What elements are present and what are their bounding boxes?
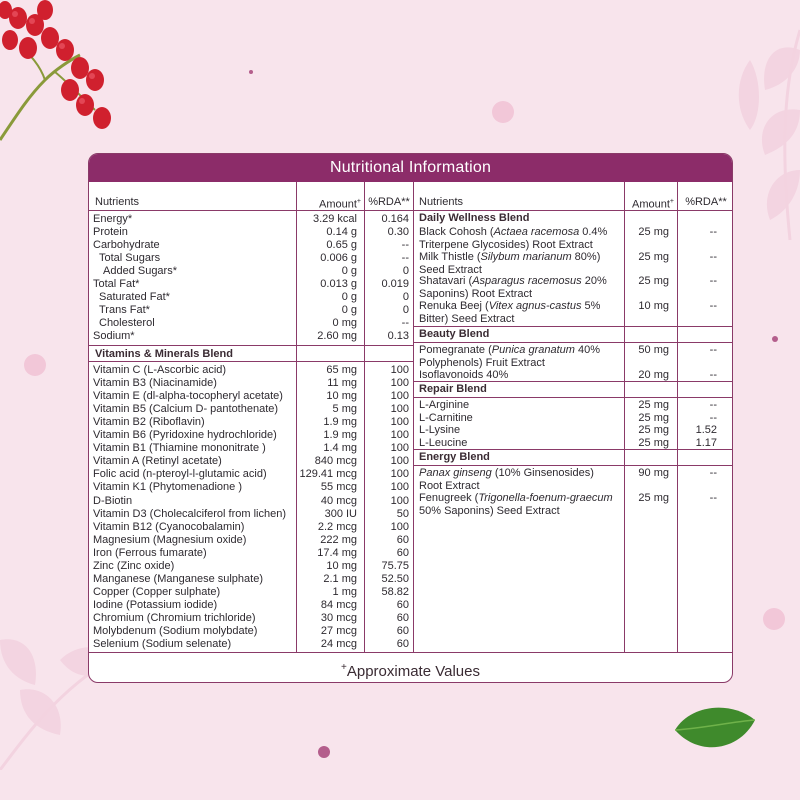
- blend-rda: --: [709, 344, 717, 356]
- blend-amount: 25 mg: [638, 251, 669, 263]
- blend-rda: 1.52: [695, 424, 717, 436]
- nutrient-amount: 0.65 g: [326, 239, 357, 252]
- blend-ingredient: Panax ginseng (10% Ginsenosides) Root Extract: [419, 467, 594, 492]
- blend-amount: 50 mg: [638, 344, 669, 356]
- vitamin-name: Vitamin A (Retinyl acetate): [93, 455, 222, 468]
- vitamin-amount: 1 mg: [332, 585, 357, 598]
- nutrient-amount: 0 g: [341, 291, 357, 304]
- vitamin-amount: 55 mcg: [320, 481, 357, 494]
- row-divider: [89, 361, 413, 362]
- column-divider: [677, 182, 678, 652]
- vitamin-name: Vitamin D3 (Cholecalciferol from lichen): [93, 507, 286, 520]
- blend-rda: --: [709, 492, 717, 504]
- row-divider: [413, 210, 732, 211]
- nutrient-amount: 0.14 g: [326, 226, 357, 239]
- nutrient-name: Added Sugars*: [103, 265, 177, 278]
- blend-amount: 90 mg: [638, 467, 669, 479]
- header-rda: %RDA**: [368, 196, 410, 208]
- blend-rda: 1.17: [695, 436, 717, 449]
- header-amount: Amount+: [318, 198, 361, 211]
- nutrient-name: Total Sugars: [99, 252, 161, 265]
- nutrient-amount: 3.29 kcal: [312, 213, 357, 225]
- vitamin-amount: 5 mg: [332, 403, 357, 416]
- vitamin-name: Chromium (Chromium trichloride): [93, 611, 256, 624]
- vitamin-name: Iron (Ferrous fumarate): [93, 546, 207, 559]
- vitamin-amount: 1.9 mg: [323, 429, 357, 442]
- vitamin-amount: 2.1 mg: [323, 572, 357, 585]
- nutrient-rda: --: [401, 317, 409, 330]
- column-divider: [413, 182, 414, 652]
- nutrient-rda: --: [401, 252, 409, 265]
- nutrient-name: Energy*: [93, 213, 133, 225]
- vitamin-rda: 100: [390, 455, 409, 468]
- blend-rda: --: [709, 399, 717, 411]
- berry-branch-decoration: [0, 0, 130, 150]
- nutrient-rda: --: [401, 239, 409, 252]
- nutrient-amount: 0 g: [341, 265, 357, 278]
- vitamin-name: Iodine (Potassium iodide): [93, 598, 218, 611]
- blend-rda: --: [709, 300, 717, 312]
- card-title: Nutritional Information: [89, 154, 732, 182]
- blend-amount: 25 mg: [638, 226, 669, 238]
- vitamin-rda: 60: [396, 533, 409, 546]
- vitamin-name: Molybdenum (Sodium molybdate): [93, 625, 258, 637]
- vitamin-rda: 75.75: [381, 559, 409, 572]
- nutrient-amount: 0 g: [341, 304, 357, 317]
- vitamin-amount: 300 IU: [324, 507, 357, 520]
- section-title-daily-wellness: Daily Wellness Blend: [419, 212, 530, 224]
- vitamin-amount: 30 mcg: [320, 611, 357, 624]
- vitamin-amount: 11 mg: [327, 377, 357, 390]
- nutrient-rda: 0.019: [381, 278, 409, 291]
- vitamin-amount: 27 mcg: [320, 625, 357, 637]
- vitamin-amount: 10 mg: [326, 390, 357, 403]
- nutrient-rda: 0.164: [381, 213, 409, 225]
- blend-ingredient: Pomegranate (Punica granatum 40% Polyphenols) Fruit Extract: [419, 344, 601, 369]
- blend-rda: --: [709, 226, 717, 238]
- vitamin-name: Vitamin B1 (Thiamine mononitrate ): [93, 442, 266, 455]
- vitamin-rda: 100: [390, 481, 409, 494]
- nutrient-rda: 0: [402, 291, 409, 304]
- vitamin-rda: 100: [390, 520, 409, 533]
- vitamin-rda: 100: [390, 390, 409, 403]
- vitamin-name: Manganese (Manganese sulphate): [93, 572, 264, 585]
- vitamin-amount: 10 mg: [326, 559, 357, 572]
- blend-rda: --: [709, 467, 717, 479]
- vitamin-rda: 100: [390, 403, 409, 416]
- vitamin-name: D-Biotin: [93, 494, 133, 507]
- nutrient-name: Protein: [93, 226, 128, 239]
- blend-amount: 25 mg: [638, 436, 669, 449]
- blend-amount: 25 mg: [638, 399, 669, 411]
- dot-decoration: [318, 746, 330, 758]
- bubble-decoration: [492, 101, 514, 123]
- vitamin-rda: 100: [390, 416, 409, 429]
- vitamin-rda: 100: [390, 377, 409, 390]
- header-nutrients: Nutrients: [419, 196, 464, 208]
- blend-amount: 25 mg: [638, 411, 669, 424]
- column-divider: [364, 182, 365, 652]
- vitamin-amount: 2.2 mcg: [317, 520, 357, 533]
- vitamin-rda: 50: [396, 507, 409, 520]
- vitamin-name: Vitamin B6 (Pyridoxine hydrochloride): [93, 429, 277, 442]
- nutrition-card: [88, 153, 733, 683]
- vitamin-amount: 65 mg: [326, 364, 357, 376]
- vitamin-amount: 40 mcg: [320, 494, 357, 507]
- header-nutrients: Nutrients: [95, 196, 140, 208]
- column-divider: [624, 182, 625, 652]
- vitamin-amount: 1.9 mg: [323, 416, 357, 429]
- section-title-beauty: Beauty Blend: [419, 328, 490, 340]
- blend-amount: 10 mg: [638, 300, 669, 312]
- blend-amount: 25 mg: [638, 275, 669, 287]
- nutrient-name: Total Fat*: [93, 278, 140, 291]
- vitamin-name: Copper (Copper sulphate): [93, 585, 221, 598]
- vitamin-rda: 100: [390, 429, 409, 442]
- nutrient-amount: 0.006 g: [320, 252, 357, 265]
- blend-ingredient: Renuka Beej (Vitex agnus-castus 5% Bitter) Seed Extract: [419, 300, 601, 325]
- vitamin-amount: 222 mg: [320, 533, 357, 546]
- vitamin-rda: 100: [390, 364, 409, 376]
- vitamin-rda: 60: [396, 546, 409, 559]
- blend-amount: 25 mg: [638, 492, 669, 504]
- blend-ingredient: Milk Thistle (Silybum marianum 80%) Seed Extract: [419, 251, 601, 276]
- blend-rda: --: [709, 251, 717, 263]
- blend-rda: --: [709, 275, 717, 287]
- green-leaf-decoration: [670, 700, 760, 760]
- vitamin-rda: 60: [396, 598, 409, 611]
- section-title-energy: Energy Blend: [419, 451, 490, 463]
- nutrient-name: Trans Fat*: [99, 304, 150, 317]
- vitamin-name: Zinc (Zinc oxide): [93, 559, 175, 572]
- header-amount: Amount+: [631, 198, 674, 211]
- vitamin-rda: 60: [396, 611, 409, 624]
- nutrient-name: Saturated Fat*: [99, 291, 170, 304]
- nutrient-amount: 2.60 mg: [317, 330, 357, 343]
- section-title-vitamins: Vitamins & Minerals Blend: [95, 348, 233, 360]
- row-divider: [413, 397, 732, 398]
- row-divider: [89, 345, 413, 346]
- header-rda: %RDA**: [685, 196, 727, 208]
- blend-rda: --: [709, 411, 717, 424]
- vitamin-rda: 100: [390, 468, 409, 481]
- blend-amount: 20 mg: [638, 369, 669, 381]
- vitamin-amount: 24 mcg: [320, 638, 357, 651]
- vitamin-amount: 84 mcg: [320, 598, 357, 611]
- blend-amount: 25 mg: [638, 424, 669, 436]
- blend-rda: --: [709, 369, 717, 381]
- vitamin-name: Selenium (Sodium selenate): [93, 638, 232, 651]
- vitamin-rda: 100: [390, 442, 409, 455]
- vitamin-name: Folic acid (n-pteroyl-l-glutamic acid): [93, 468, 267, 481]
- row-divider: [89, 210, 413, 211]
- blend-ingredient: L-Arginine: [419, 399, 470, 411]
- nutrient-name: Sodium*: [93, 330, 135, 343]
- column-divider: [296, 182, 297, 652]
- vitamin-name: Vitamin B12 (Cyanocobalamin): [93, 520, 245, 533]
- blend-ingredient: Black Cohosh (Actaea racemosa 0.4% Triterpene Glycosides) Root Extract: [419, 226, 608, 251]
- section-title-repair: Repair Blend: [419, 383, 487, 395]
- nutrient-amount: 0 mg: [332, 317, 357, 330]
- vitamin-rda: 58.82: [381, 585, 409, 598]
- vitamin-name: Vitamin B2 (Riboflavin): [93, 416, 205, 429]
- row-divider: [413, 342, 732, 343]
- blend-ingredient: Isoflavonoids 40%: [419, 369, 509, 381]
- vitamin-amount: 17.4 mg: [317, 546, 357, 559]
- vitamin-name: Magnesium (Magnesium oxide): [93, 533, 247, 546]
- row-divider: [413, 465, 732, 466]
- nutrient-rda: 0: [402, 265, 409, 278]
- vitamin-rda: 60: [396, 638, 409, 651]
- vitamin-amount: 1.4 mg: [323, 442, 357, 455]
- dot-decoration: [772, 336, 778, 342]
- vitamin-rda: 52.50: [381, 572, 409, 585]
- blend-ingredient: L-Carnitine: [419, 411, 473, 424]
- blend-ingredient: L-Leucine: [419, 436, 468, 449]
- vitamin-amount: 840 mcg: [314, 455, 357, 468]
- nutrient-rda: 0.13: [387, 330, 409, 343]
- vitamin-amount: 129.41 mcg: [299, 468, 357, 481]
- vitamin-name: Vitamin B5 (Calcium D- pantothenate): [93, 403, 279, 416]
- blend-ingredient: Shatavari (Asparagus racemosus 20% Saponins) Root Extract: [419, 275, 607, 300]
- row-divider: [413, 326, 732, 327]
- vitamin-name: Vitamin K1 (Phytomenadione ): [93, 481, 242, 494]
- vitamin-rda: 100: [390, 494, 409, 507]
- vitamin-name: Vitamin B3 (Niacinamide): [93, 377, 217, 390]
- vitamin-name: Vitamin C (L-Ascorbic acid): [93, 364, 227, 376]
- footer-note: +Approximate Values: [89, 652, 732, 682]
- nutrient-rda: 0: [402, 304, 409, 317]
- bubble-decoration: [763, 608, 785, 630]
- nutrient-amount: 0.013 g: [320, 278, 357, 291]
- nutrient-name: Cholesterol: [99, 317, 155, 330]
- blend-ingredient: Fenugreek (Trigonella-foenum-graecum 50% Saponins) Seed Extract: [419, 492, 613, 517]
- bubble-decoration: [24, 354, 46, 376]
- dot-decoration: [249, 70, 253, 74]
- vitamin-name: Vitamin E (dl-alpha-tocopheryl acetate): [93, 390, 283, 403]
- nutrient-rda: 0.30: [387, 226, 409, 239]
- blend-ingredient: L-Lysine: [419, 424, 461, 436]
- vitamin-rda: 60: [396, 625, 409, 637]
- nutrient-name: Carbohydrate: [93, 239, 160, 252]
